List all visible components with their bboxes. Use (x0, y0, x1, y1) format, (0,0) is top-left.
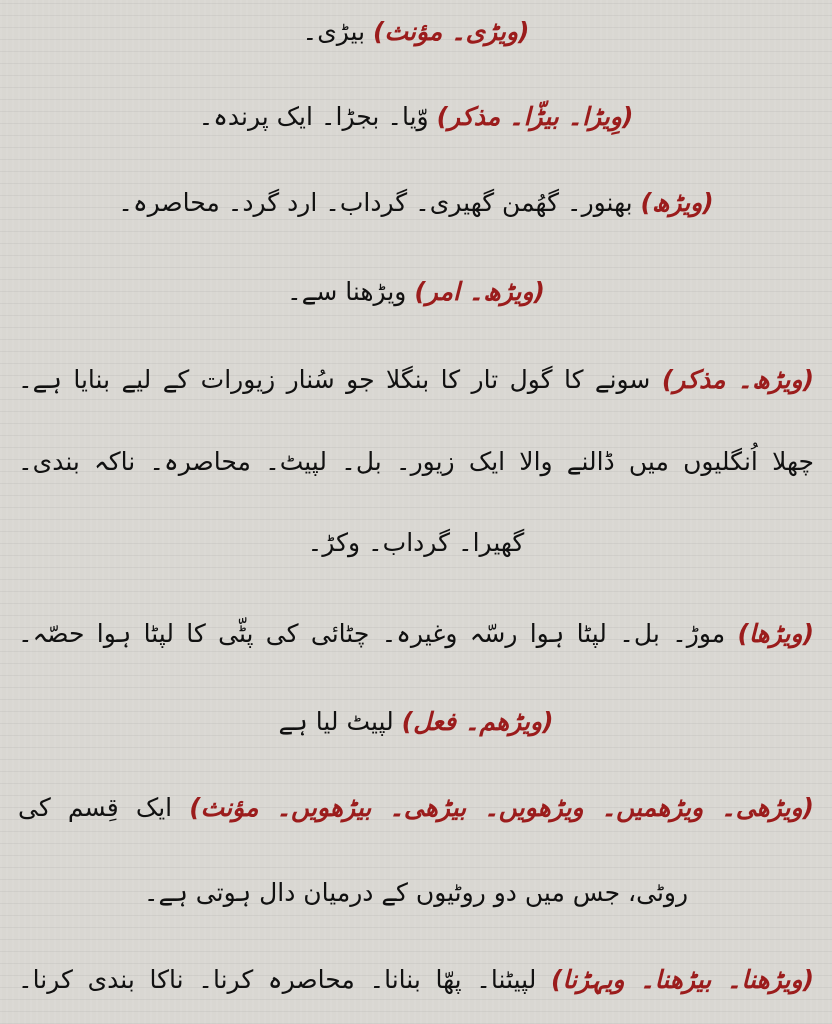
entry-definition: سونے کا گول تار کا بنگلا جو سُنار زیورات کے لیے بنایا ہے۔ (18, 365, 651, 394)
entry-line-9 (18, 702, 814, 742)
entry-definition: ویڑھنا سے۔ (287, 277, 407, 306)
entry-line-8 (18, 614, 814, 654)
entry-term: (ویڑھی۔ ویڑھمیں۔ ویڑھویں۔ بیڑھی۔ بیڑھویں۔ مؤنث) (189, 793, 814, 822)
entry-term: (ویڑھنا۔ بیڑھنا۔ ویہڑنا) (551, 965, 814, 994)
entry-definition: ایک قِسم کی (18, 793, 173, 822)
entry-definition: لپیٹ لیا ہے (278, 707, 394, 736)
entry-term: (ویڑی۔ مؤنث) (373, 17, 530, 46)
entry-definition: موڑ۔ بل۔ لپٹا ہوا رسّہ وغیرہ۔ چٹائی کی پٹّی کا لپٹا ہوا حصّہ۔ (18, 619, 726, 648)
entry-line-12 (18, 960, 814, 1000)
entry-line-5 (18, 360, 814, 400)
entry-line-6 (18, 442, 814, 482)
entry-term: (ویڑھم۔ فعل) (401, 707, 554, 736)
entry-definition: گھیرا۔ گرداب۔ وکڑ۔ (307, 528, 525, 557)
entry-term: (ویڑھا) (737, 619, 814, 648)
entry-definition: روٹی، جس میں دو روٹیوں کے درمیان دال ہوتی ہے۔ (143, 878, 689, 907)
entry-term: (ویڑھ) (640, 188, 714, 217)
entry-line-1 (18, 12, 814, 52)
entry-line-4 (18, 272, 814, 312)
entry-term: (ویڑھ۔ مذکر) (661, 365, 814, 394)
entry-term: (ویڑھ۔ امر) (414, 277, 545, 306)
entry-definition: بیڑی۔ (302, 17, 366, 46)
entry-line-11 (18, 873, 814, 913)
entry-line-3 (18, 183, 814, 223)
entry-line-10 (18, 788, 814, 828)
entry-definition: بھنور۔ گھُمن گھیری۔ گرداب۔ ارد گرد۔ محاصرہ۔ (118, 188, 633, 217)
entry-term: (وِیڑا۔ بیڑّا۔ مذکر) (436, 102, 634, 131)
entry-definition: وّیا۔ بجڑا۔ ایک پرندہ۔ (198, 102, 429, 131)
entry-definition: چھلا اُنگلیوں میں ڈالنے والا ایک زیور۔ بل۔ لپیٹ۔ محاصرہ۔ ناکہ بندی۔ (18, 447, 814, 476)
entry-definition: لپیٹنا۔ پھّا بنانا۔ محاصرہ کرنا۔ ناکا بندی کرنا۔ (18, 965, 537, 994)
entry-line-2 (18, 97, 814, 137)
entry-line-7 (18, 523, 814, 563)
